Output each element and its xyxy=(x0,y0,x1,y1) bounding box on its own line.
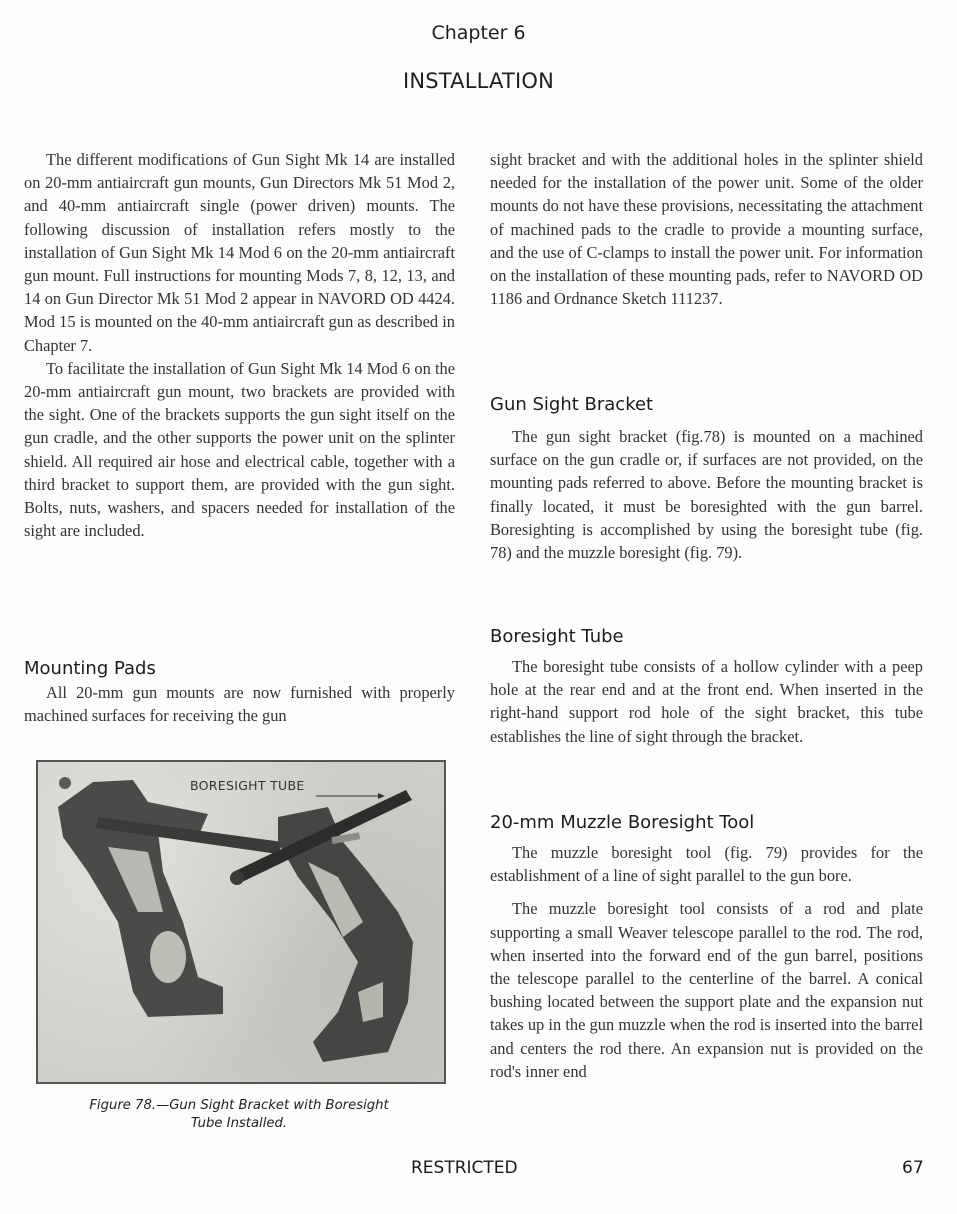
paragraph-gun-sight-bracket: The gun sight bracket (fig.78) is mounted on a machined surface on the gun cradle or, if surfaces are not provided, on the mounting pads referred to above. Before the mounting bracket is finally located, it must be boresighted with the gun barrel. Boresighting is accomplished by using the boresight tube (fig. 78) and the muzzle boresight (fig. 79). xyxy=(490,427,923,563)
figure-caption-line-2: Tube Installed. xyxy=(190,1116,288,1131)
chapter-title: INSTALLATION xyxy=(402,69,555,93)
paragraph-muzzle-tool-intro: The muzzle boresight tool (fig. 79) provides for the establishment of a line of sight parallel to the gun bore. xyxy=(490,843,923,886)
left-bracket-knob xyxy=(59,777,71,789)
paragraph-brackets: To facilitate the installation of Gun Sight Mk 14 Mod 6 on the 20-mm antiaircraft gun mount, two brackets are provided with the sight. One of the brackets supports the gun sight itself on the gun cradle, and the other supports the power unit on the splinter shield. All required air hose and electrical cable, together with a third bracket to support them, are provided with the gun sight. Bolts, nuts, washers, and spacers needed for installation of the sight are included. xyxy=(24,358,455,541)
paragraph-boresight-tube: The boresight tube consists of a hollow cylinder with a peep hole at the rear end and at the front end. When inserted in the right-hand support rod hole of the sight bracket, this tube establishes the line of sight through the bracket. xyxy=(490,657,923,746)
paragraph-muzzle-tool-detail: The muzzle boresight tool consists of a rod and plate supporting a small Weaver telescope parallel to the rod. The rod, when inserted into the forward end of the gun barrel, positions the telescope parallel to the centerline of the barrel. A conical bushing located between the support plate and the expansion nut takes up in the gun muzzle when the rod is inserted into the barrel and centers the rod there. An expansion nut is provided on the rod's inner end xyxy=(490,899,923,1081)
section-heading: Mounting Pads xyxy=(24,658,156,679)
boresight-tube-end xyxy=(230,871,244,885)
paragraph-continuation: sight bracket and with the additional holes in the splinter shield needed for the installation of the power unit. Some of the older mounts do not have these provisions, necessitating the attachment of machined pads to the cradle to provide a mounting surface, and the use of C-clamps to install the power unit. For information on the installation of these mounting pads, refer to NAVORD OD 1186 and Ordnance Sketch 111237. xyxy=(490,150,923,309)
figure-caption-line-1: Figure 78.—Gun Sight Bracket with Boresight xyxy=(89,1098,389,1113)
right-column-continuation xyxy=(490,148,923,310)
figure-78-photo xyxy=(36,760,446,1084)
section-gun-sight-bracket xyxy=(490,394,923,564)
section-boresight-tube xyxy=(490,626,923,748)
paragraph-intro: The different modifications of Gun Sight Mk 14 are installed on 20-mm antiaircraft gun mounts, Gun Directors Mk 51 Mod 2, and 40-mm antiaircraft single (power driven) mounts. The following discussion of installation refers mostly to the installation of Gun Sight Mk 14 Mod 6 on the 20-mm antiaircraft gun mount. Full instructions for mounting Mods 7, 8, 12, 13, and 14 on Gun Director Mk 51 Mod 2 appear in NAVORD OD 4424. Mod 15 is mounted on the 40-mm antiaircraft gun as described in Chapter 7. xyxy=(24,150,455,355)
page-number: 67 xyxy=(902,1158,924,1178)
classification-marking: RESTRICTED xyxy=(411,1158,518,1178)
gun-sight-bracket-illustration xyxy=(38,762,444,1082)
section-muzzle-boresight-tool xyxy=(490,812,923,1083)
chapter-number: Chapter 6 xyxy=(431,22,526,44)
section-mounting-pads xyxy=(24,658,455,727)
left-column-intro xyxy=(24,148,455,542)
section-heading: Boresight Tube xyxy=(490,626,624,647)
section-heading: 20-mm Muzzle Boresight Tool xyxy=(490,812,755,833)
label-arrowhead xyxy=(378,793,385,799)
section-heading: Gun Sight Bracket xyxy=(490,394,654,415)
paragraph-mounting-pads: All 20-mm gun mounts are now furnished with properly machined surfaces for receiving the gun xyxy=(24,683,455,726)
figure-caption xyxy=(36,1097,442,1133)
boresight-tube-label: BORESIGHT TUBE xyxy=(190,778,305,793)
left-bracket-hole xyxy=(150,931,186,983)
